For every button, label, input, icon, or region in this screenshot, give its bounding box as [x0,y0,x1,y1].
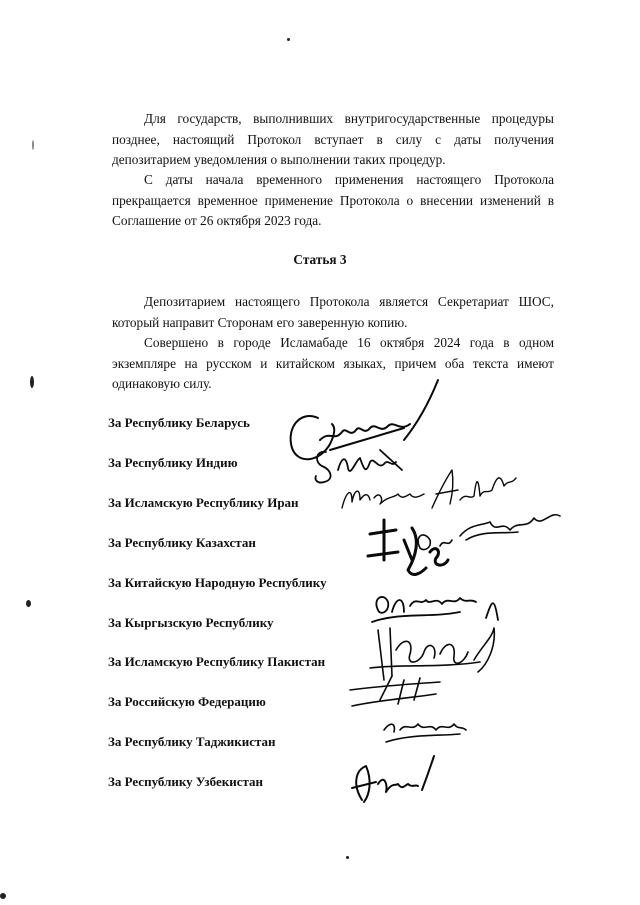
party-tajikistan: За Республику Таджикистан [108,734,276,749]
paragraph-entry-into-force: Для государств, выполнивших внутригосударственные процедуры позднее, настоящий Протокол вступает в силу с даты получения депозитарием уведомления о выполнении таких процедур. [112,111,554,167]
signature-pakistan [370,628,494,680]
signature-belarus [291,380,438,459]
party-russia: За Российскую Федерацию [108,694,266,709]
signature-tajikistan [384,724,466,742]
signature-iran [342,470,516,508]
article-title: Статья 3 [293,252,347,267]
signature-kyrgyzstan [372,597,498,622]
signature-russia [350,676,440,706]
party-pakistan: За Исламскую Республику Пакистан [108,654,326,669]
signature-uzbekistan [352,756,434,802]
party-belarus: За Республику Беларусь [108,415,250,430]
signature-china [368,520,448,574]
paragraph-done-at: Совершено в городе Исламабаде 16 октября 2024 года в одном экземпляре на русском и китайском языках, причем оба текста имеют одинаковую силу. [112,335,554,391]
party-kazakhstan: За Республику Казахстан [108,535,256,550]
party-kyrgyzstan: За Кыргызскую Республику [108,615,274,630]
paragraph-provisional-application: С даты начала временного применения настоящего Протокола прекращается временное применение Протокола о внесении изменений в Соглашение от 26 октября 2023 года. [112,172,554,228]
signature-india [315,450,402,483]
party-iran: За Исламскую Республику Иран [108,495,299,510]
signature-kazakhstan [418,515,560,550]
party-china: За Китайскую Народную Республику [108,575,327,590]
party-uzbekistan: За Республику Узбекистан [108,774,263,789]
paragraph-depositary: Депозитарием настоящего Протокола является Секретариат ШОС, который направит Сторонам его заверенную копию. [112,294,554,330]
party-india: За Республику Индию [108,455,238,470]
